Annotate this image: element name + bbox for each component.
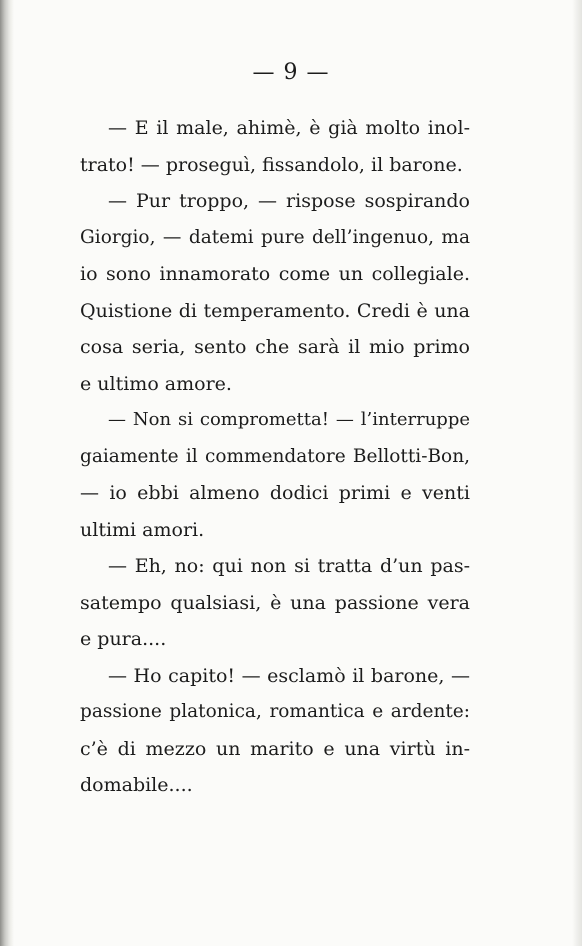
text-line: Quistione di temperamento. Credi è una (80, 299, 470, 322)
text-line: io sono innamorato come un collegiale. (80, 263, 470, 285)
text-line: ultimi amori. (80, 518, 205, 541)
text-line: c’è di mezzo un marito e una virtù in- (80, 737, 470, 760)
text-line: — Non si comprometta! — l’interruppe (108, 409, 470, 430)
text-line: — Ho capito! — esclamò il barone, — (108, 664, 470, 687)
text-line: — Eh, no: qui non si tratta d’un pas- (108, 555, 470, 577)
text-line: gaiamente il commendatore Bellotti-Bon, (80, 445, 470, 467)
text-line: e pura.... (80, 628, 167, 650)
body-text (80, 110, 470, 804)
text-line: domabile.... (80, 774, 193, 796)
text-line: e ultimo amore. (80, 372, 232, 395)
page-number: — 9 — (252, 60, 330, 85)
text-line: satempo qualsiasi, è una passione vera (80, 591, 470, 614)
text-line: — io ebbi almeno dodici primi e venti (80, 482, 470, 504)
text-line: Giorgio, — datemi pure dell’ingenuo, ma (80, 226, 470, 248)
text-line: — Pur troppo, — rispose sospirando (108, 190, 470, 212)
text-line: passione platonica, romantica e ardente: (80, 701, 470, 722)
text-line: — E il male, ahimè, è già molto inol- (108, 117, 470, 139)
text-line: cosa seria, sento che sarà il mio primo (80, 336, 470, 358)
text-line: trato! — proseguì, fissandolo, il barone. (80, 153, 463, 176)
